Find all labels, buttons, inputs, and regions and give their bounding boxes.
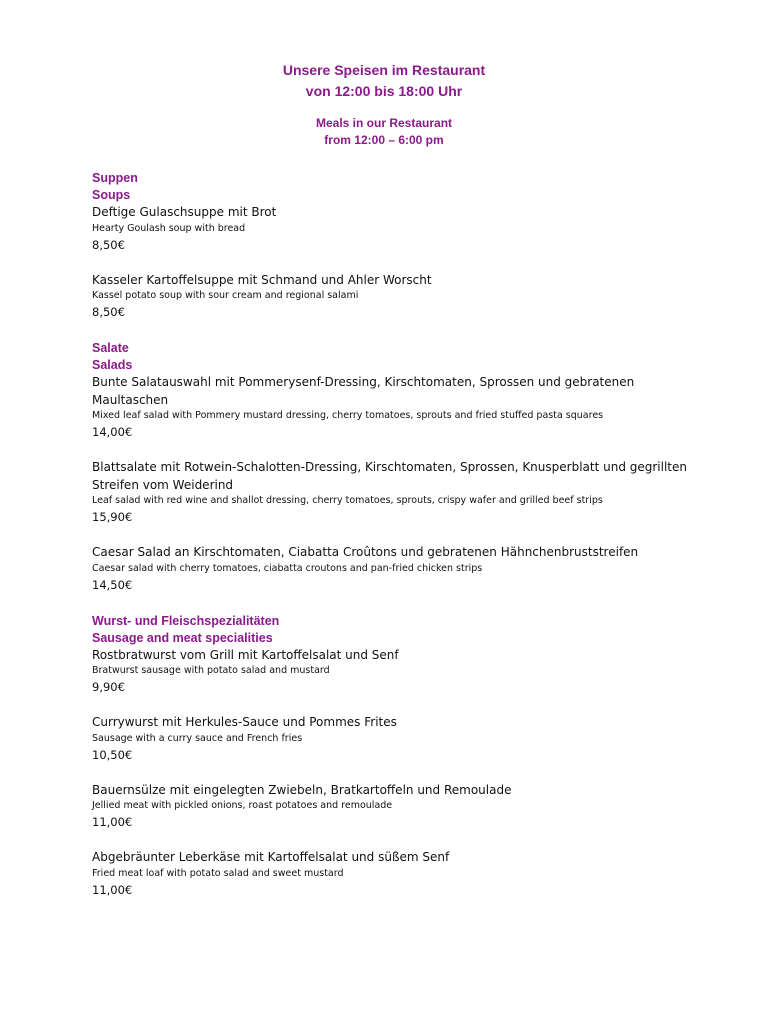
menu-item (92, 544, 692, 594)
dish-description-english: Caesar salad with cherry tomatoes, ciabatta croutons and pan-fried chicken strips (92, 562, 483, 574)
dish-price: 10,50€ (92, 747, 133, 762)
dish-price: 14,00€ (92, 425, 133, 439)
dish-name-german: Blattsalate mit Rotwein-Schalotten-Dressing, Kirschtomaten, Sprossen, Knusperblatt und gegrillten Streifen vom Weiderind (92, 460, 687, 492)
dish-price: 8,50€ (92, 237, 125, 252)
menu-item (92, 272, 692, 322)
section-title-german: Salate (92, 341, 129, 355)
section-title-english: Sausage and meat specialities (92, 630, 273, 645)
menu-item (92, 374, 692, 441)
menu-content (92, 170, 692, 918)
dish-description-english: Mixed leaf salad with Pommery mustard dressing, cherry tomatoes, sprouts and fried stuffed pasta squares (92, 410, 604, 421)
dish-name-german: Kasseler Kartoffelsuppe mit Schmand und Ahler Worscht (92, 272, 432, 287)
dish-name-german: Abgebräunter Leberkäse mit Kartoffelsalat und süßem Senf (92, 850, 450, 864)
menu-section (92, 170, 692, 321)
menu-item (92, 647, 692, 697)
dish-name-german: Currywurst mit Herkules-Sauce und Pommes Frites (92, 715, 397, 729)
dish-price: 8,50€ (92, 305, 125, 319)
title-english-line-2: from 12:00 – 6:00 pm (324, 133, 444, 147)
section-title-english: Salads (92, 358, 133, 372)
title-english-line-1: Meals in our Restaurant (315, 116, 453, 130)
title-german-line-1: Unsere Speisen im Restaurant (282, 62, 486, 78)
menu-item (92, 782, 692, 832)
dish-name-german: Bunte Salatauswahl mit Pommerysenf-Dressing, Kirschtomaten, Sprossen und gebratenen Maultaschen (92, 375, 635, 407)
dish-price: 15,90€ (92, 510, 133, 524)
dish-name-german: Rostbratwurst vom Grill mit Kartoffelsalat und Senf (92, 647, 399, 662)
menu-item (92, 849, 692, 899)
dish-description-english: Leaf salad with red wine and shallot dressing, cherry tomatoes, sprouts, crispy wafer and grilled beef strips (92, 495, 603, 506)
dish-description-english: Hearty Goulash soup with bread (92, 222, 246, 234)
menu-item (92, 204, 692, 254)
dish-description-english: Jellied meat with pickled onions, roast potatoes and remoulade (92, 800, 393, 811)
menu-item (92, 714, 692, 764)
dish-description-english: Kassel potato soup with sour cream and regional salami (92, 290, 359, 301)
menu-section (92, 613, 692, 899)
dish-price: 9,90€ (92, 680, 125, 694)
dish-price: 11,00€ (92, 882, 133, 897)
dish-name-german: Bauernsülze mit eingelegten Zwiebeln, Bratkartoffeln und Remoulade (92, 782, 512, 797)
section-title-german: Suppen (92, 171, 138, 185)
section-title-english: Soups (92, 188, 131, 202)
menu-section (92, 340, 692, 594)
dish-name-german: Deftige Gulaschsuppe mit Brot (92, 205, 277, 219)
dish-price: 14,50€ (92, 577, 133, 592)
menu-item (92, 459, 692, 526)
dish-description-english: Fried meat loaf with potato salad and sweet mustard (92, 867, 344, 879)
title-german-line-2: von 12:00 bis 18:00 Uhr (305, 83, 463, 99)
dish-description-english: Sausage with a curry sauce and French fries (92, 732, 303, 744)
dish-price: 11,00€ (92, 815, 133, 829)
section-title-german: Wurst- und Fleischspezialitäten (92, 613, 280, 628)
dish-description-english: Bratwurst sausage with potato salad and mustard (92, 665, 330, 676)
dish-name-german: Caesar Salad an Kirschtomaten, Ciabatta Croûtons und gebratenen Hähnchenbruststreifen (92, 545, 639, 559)
menu-header (0, 60, 768, 149)
